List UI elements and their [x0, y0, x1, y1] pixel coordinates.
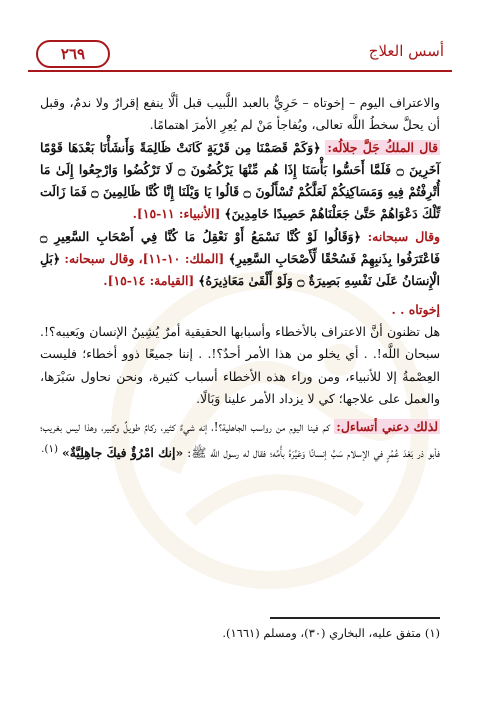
- footnote-rule: [270, 617, 440, 619]
- quote-intro: وقال سبحانه:: [367, 228, 440, 244]
- quran-verse: ﴿وَقَالُوا لَوْ كُنَّا نَسْمَعُ أَوْ نَعْقِلُ مَا كُنَّا فِي أَصْحَابِ السَّعِيرِ ۝ فَاعْتَرَفُوا بِذَنبِهِمْ فَسُحْقًا لِّأَصْحَابِ السَّعِيرِ﴾: [40, 228, 440, 267]
- paragraph-jahiliyya: [40, 416, 440, 465]
- quran-quote-mulk: [40, 226, 440, 293]
- page-header: [28, 34, 452, 74]
- quran-quote-anbiya: [40, 137, 440, 226]
- heading-text: إخوتاه . .: [391, 301, 440, 317]
- footnote: (١) متفق عليه، البخاري (٣٠)، ومسلم (١٦٦١).: [222, 626, 440, 640]
- page-body: [40, 92, 440, 465]
- quote-intro: وقال سبحانه:: [64, 251, 135, 267]
- section-heading: [40, 299, 440, 321]
- header-rule: [28, 70, 452, 72]
- verse-reference: [القيامة: ١٤-١٥].: [103, 273, 195, 289]
- paragraph-mistakes: [40, 321, 440, 410]
- quran-verse: ﴿وَكَمْ قَصَمْنَا مِن قَرْيَةٍ كَانَتْ ظَالِمَةً وَأَنشَأْنَا بَعْدَهَا قَوْمًا آخَرِينَ ۝ فَلَمَّا أَحَسُّوا بَأْسَنَا إِذَا هُم مِّنْهَا يَرْكُضُونَ ۝ لَا تَرْكُضُوا وَارْجِعُوا إِلَىٰ مَا أُتْرِفْتُمْ فِيهِ وَمَسَاكِنِكُمْ لَعَلَّكُمْ تُسْأَلُونَ ۝ قَالُوا يَا وَيْلَنَا إِنَّا كُنَّا ظَالِمِينَ ۝ فَمَا زَالَت تِّلْكَ دَعْوَاهُمْ حَتَّىٰ جَعَلْنَاهُمْ حَصِيدًا خَامِدِينَ﴾: [40, 139, 440, 222]
- question-intro: لذلك دعني أتساءل:: [336, 419, 438, 435]
- paragraph-confession: [40, 92, 440, 137]
- page-number: ٢٦٩: [36, 40, 110, 68]
- verse-reference: [الملك: ١٠-١١]،: [138, 251, 225, 267]
- paragraph-text: هل تظنون أنَّ الاعتراف بالأخطاء وأسبابها الحقيقية أمرٌ يُشِينُ الإنسان ويَعيبه؟!. سبحان اللَّه!. . أي يخلو من هذا الأمر أحدٌ؟!. . إننا جميعًا ذوو أخطاء؛ فليست العِصْمةُ إلا للأنبياء، ومن وراء هذه الأخطاء أسباب كثيرة، ونحن نحاول سَبْرَها، والعمل على علاجها؛ كي لا يزداد الأمر علينا وَبَالًا.: [40, 323, 440, 406]
- quran-verse: ﴿بَلِ الْإِنسَانُ عَلَىٰ نَفْسِهِ بَصِيرَةٌ ۝ وَلَوْ أَلْقَىٰ مَعَاذِيرَهُ﴾: [40, 251, 440, 289]
- book-title: أسس العلاج: [368, 42, 444, 60]
- quote-intro: قال الملكُ جَلَّ جلالُه:: [327, 139, 438, 155]
- paragraph-text: والاعتراف اليوم – إخوتاه – حَرِيٌّ بالعبد اللَّبيب قبل ألَّا ينفع إقرارٌ ولا ندمٌ، وقبل أن يحلَّ سخطُ اللَّه تعالى، ويُفاجأ مَنْ لم يُعِرِ الأمرَ اهتمامًا.: [40, 95, 440, 133]
- hadith-quote: «إنك امْرُؤٌ فيكَ جاهِلِيَّةٌ»: [61, 445, 184, 461]
- footnote-marker: (١).: [41, 443, 59, 456]
- verse-reference: [الأنبياء: ١١-١٥].: [132, 206, 221, 222]
- paragraph-text: كم فينا اليوم من رواسب الجاهلية؟!، إنه شيءٌ كثير، ركامٌ طويلٌ وكبير، وهذا ليس بغريب؛ فأبو ذر بَعْدَ عُمُرٍ في الإسلام سَبَّ إنسانًا وَعَيَّرَهُ بأُمِّه؛ فقال له رسول اللَّه ﷺ:: [40, 419, 440, 461]
